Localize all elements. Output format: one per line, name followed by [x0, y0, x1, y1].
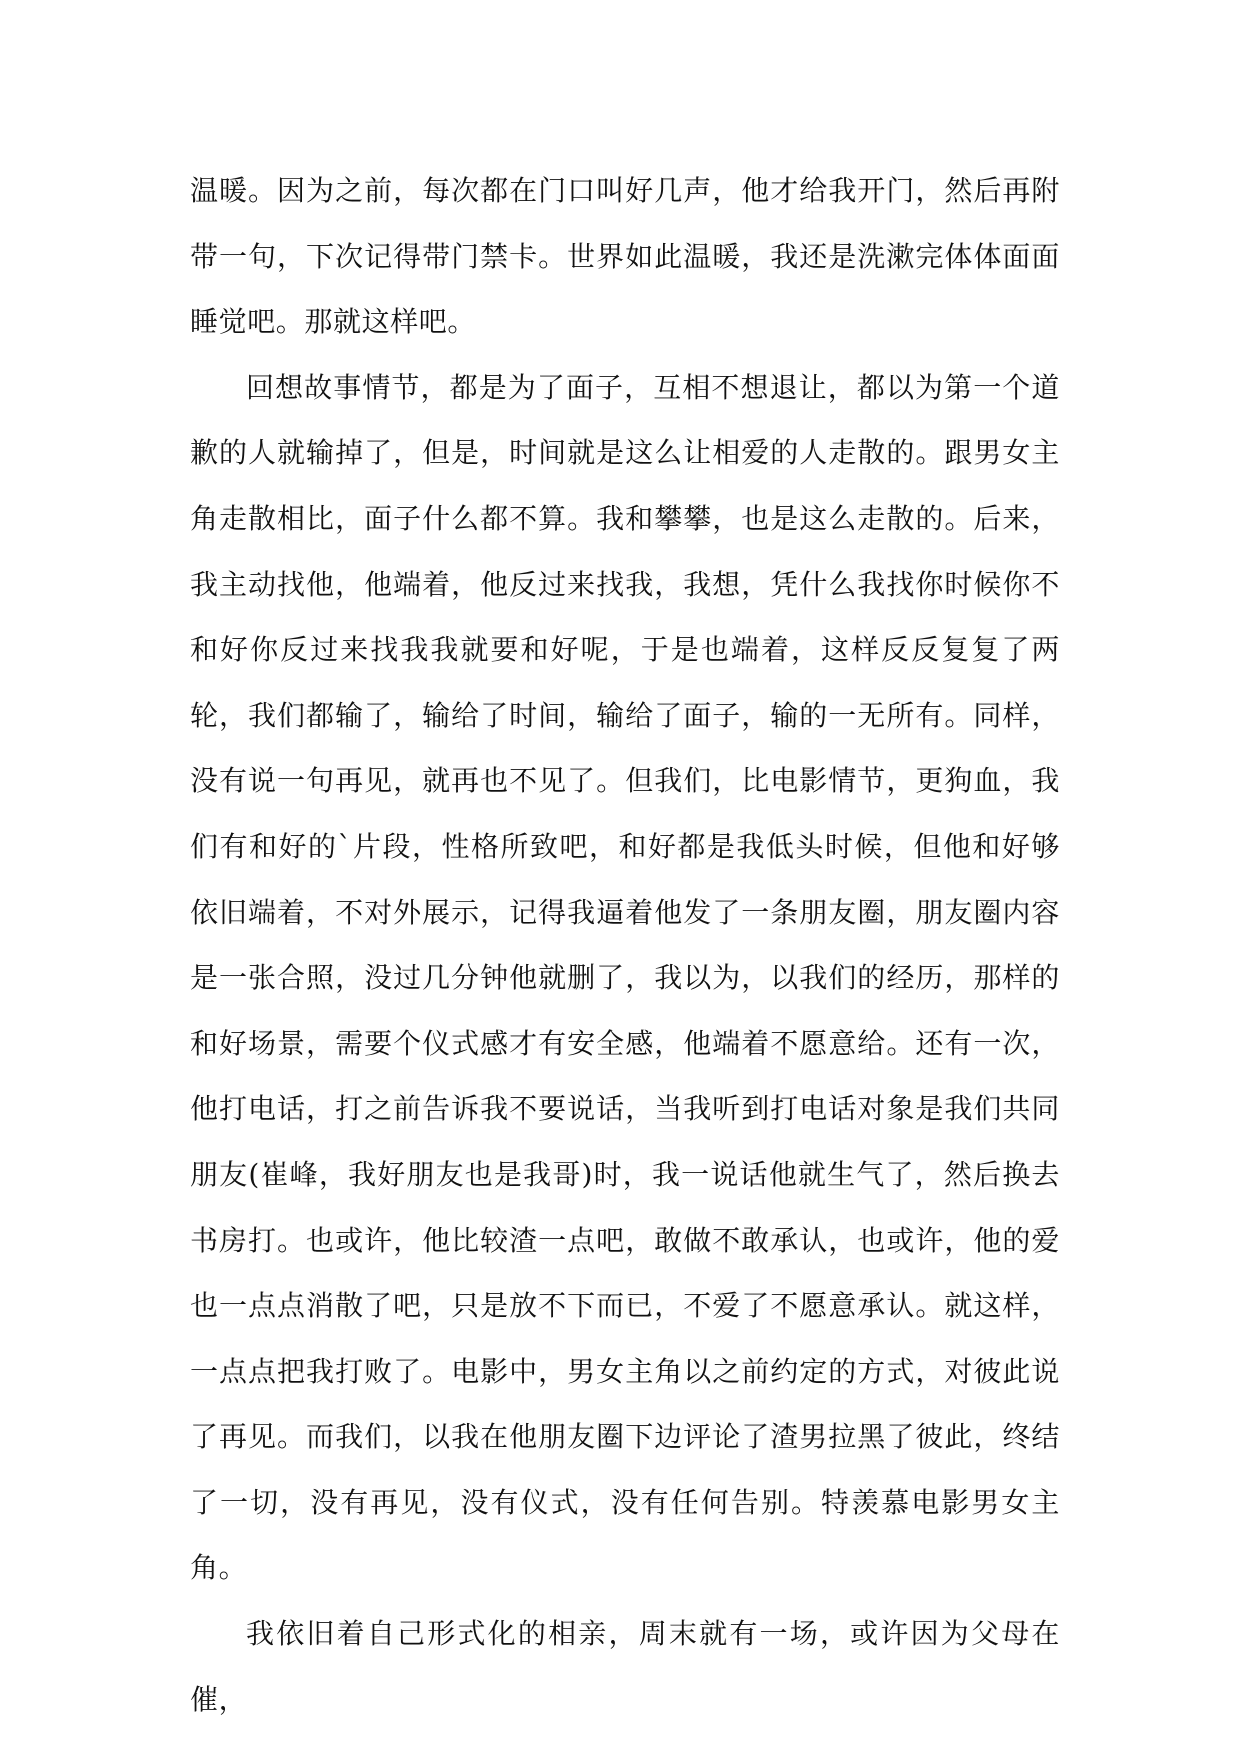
paragraph-story-reflection: 回想故事情节，都是为了面子，互相不想退让，都以为第一个道歉的人就输掉了，但是，时间就是这么让相爱的人走散的。跟男女主角走散相比，面子什么都不算。我和攀攀，也是这么走散的。后来，我主动找他，他端着，他反过来找我，我想，凭什么我找你时候你不和好你反过来找我我就要和好呢，于是也端着，这样反反复复了两轮，我们都输了，输给了时间，输给了面子，输的一无所有。同样，没有说一句再见，就再也不见了。但我们，比电影情节，更狗血，我们有和好的`片段，性格所致吧，和好都是我低头时候，但他和好够依旧端着，不对外展示，记得我逼着他发了一条朋友圈，朋友圈内容是一张合照，没过几分钟他就删了，我以为，以我们的经历，那样的和好场景，需要个仪式感才有安全感，他端着不愿意给。还有一次，他打电话，打之前告诉我不要说话，当我听到打电话对象是我们共同朋友(崔峰，我好朋友也是我哥)时，我一说话他就生气了，然后换去书房打。也或许，他比较渣一点吧，敢做不敢承认，也或许，他的爱也一点点消散了吧，只是放不下而已，不爱了不愿意承认。就这样，一点点把我打败了。电影中，男女主角以之前约定的方式，对彼此说了再见。而我们，以我在他朋友圈下边评论了渣男拉黑了彼此，终结了一切，没有再见，没有仪式，没有任何告别。特羡慕电影男女主角。	[190, 370, 1060, 1585]
document-body	[190, 158, 1060, 1732]
paragraph-blind-date: 我依旧着自己形式化的相亲，周末就有一场，或许因为父母在催，	[190, 1617, 1060, 1716]
paragraph-continued: 温暖。因为之前，每次都在门口叫好几声，他才给我开门，然后再附带一句，下次记得带门禁卡。世界如此温暖，我还是洗漱完体体面面睡觉吧。那就这样吧。	[190, 174, 1060, 339]
